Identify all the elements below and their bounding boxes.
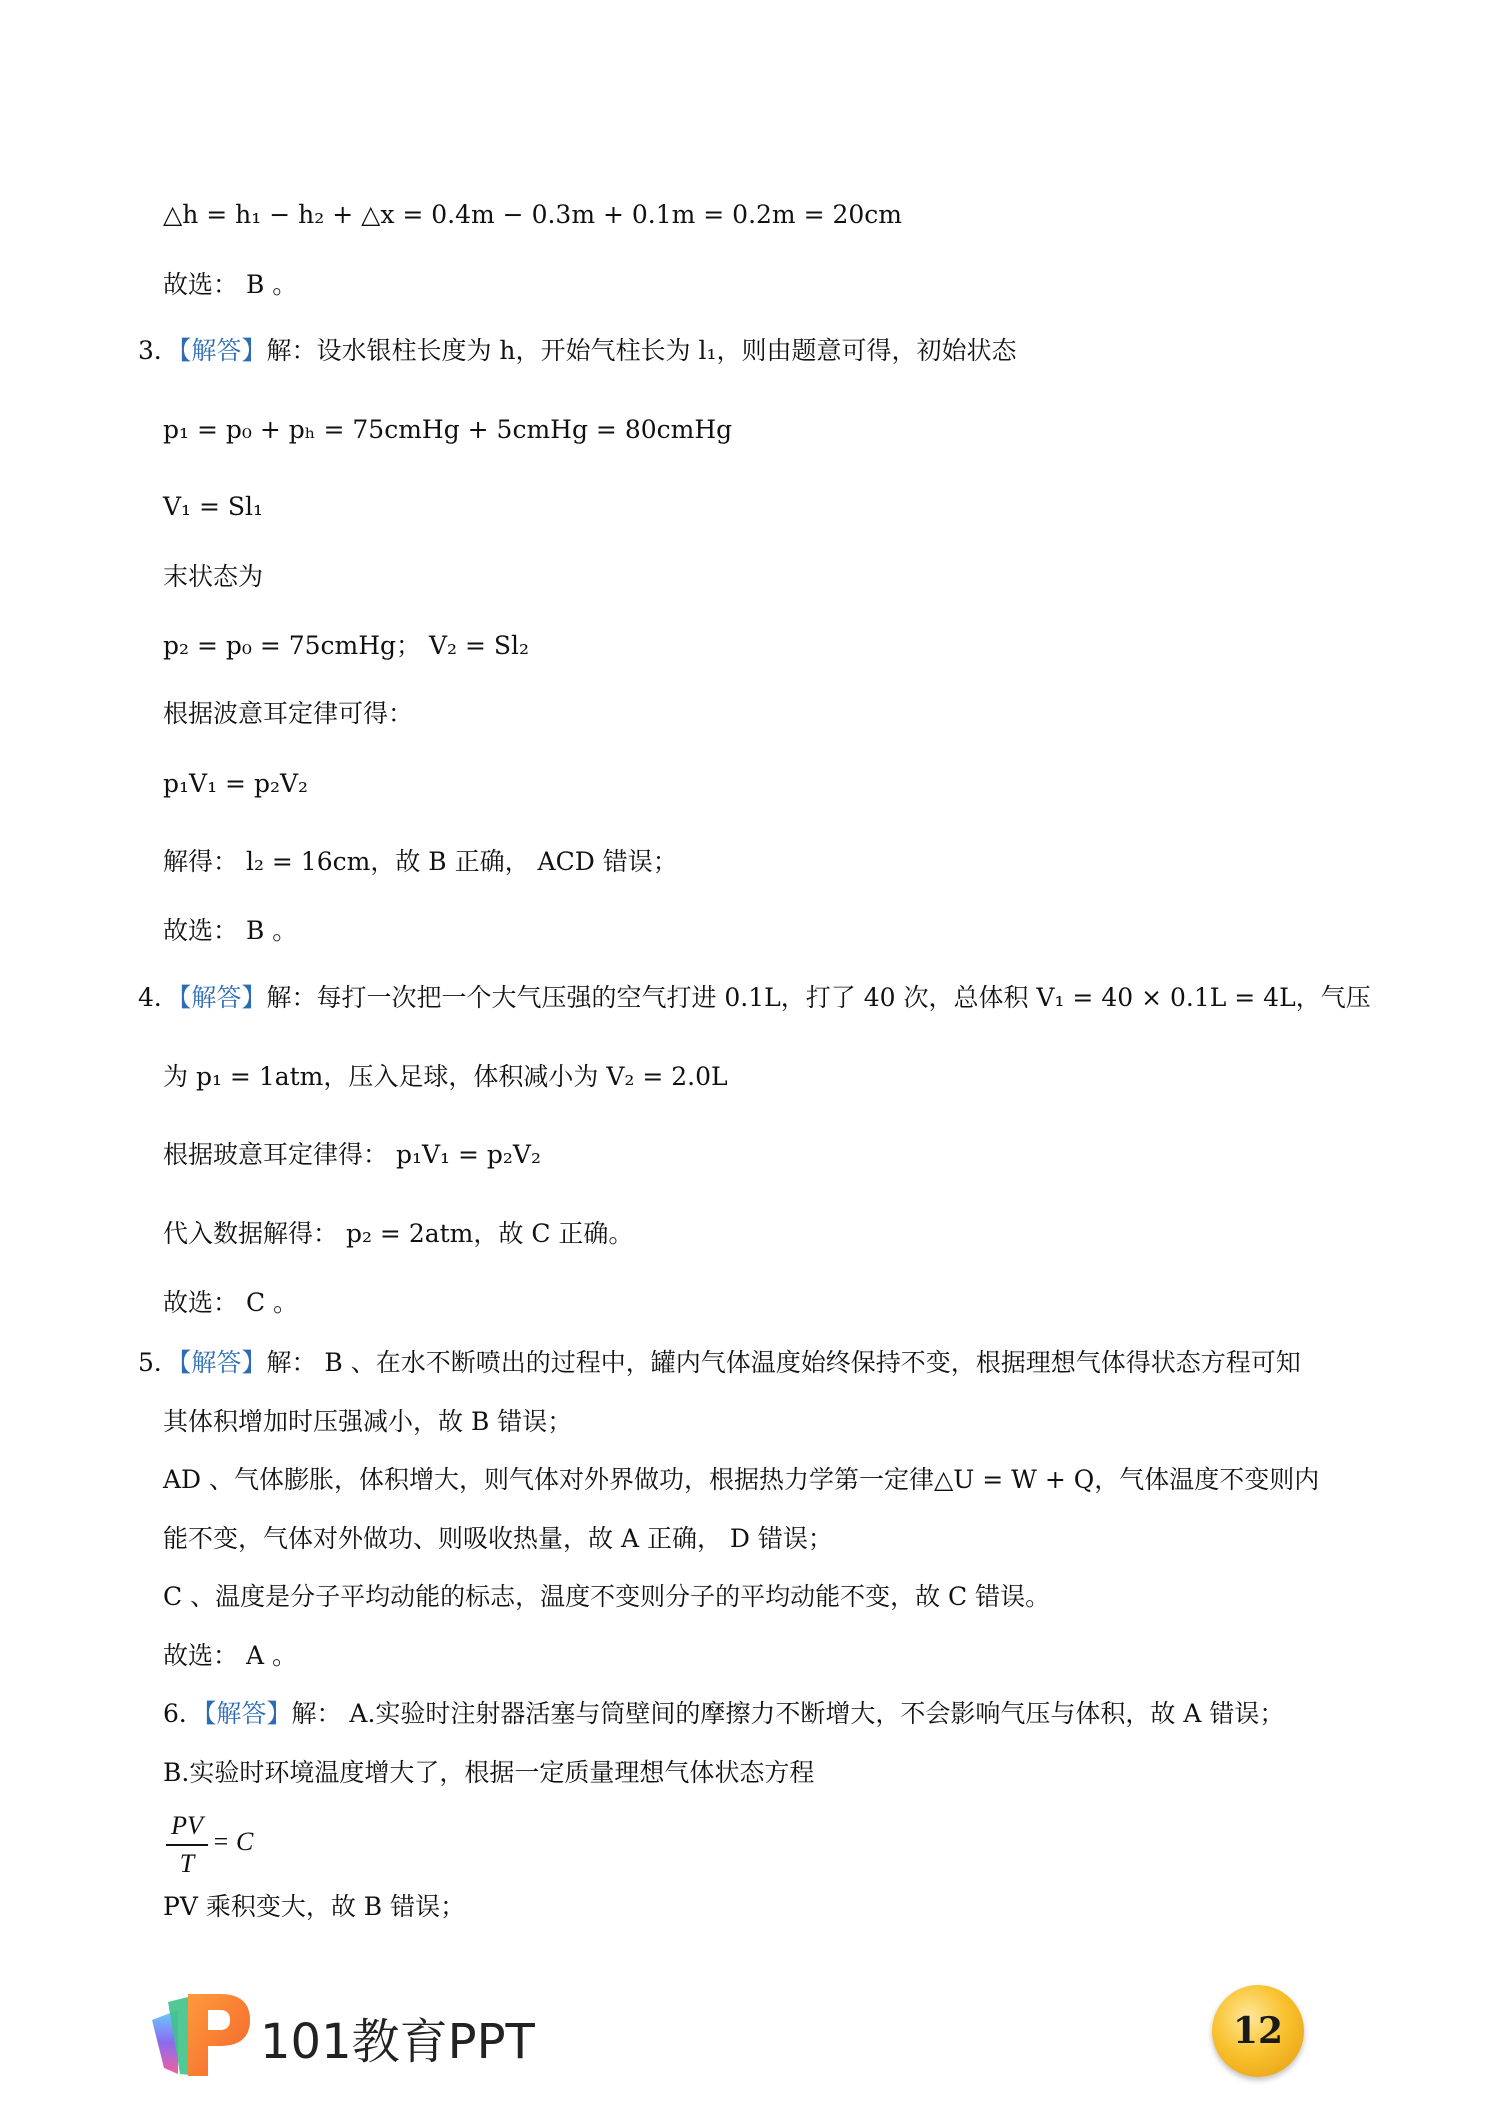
text-q5-ad-2: 能不变，气体对外做功、则吸收热量，故 A 正确， D 错误； xyxy=(163,1524,833,1553)
text-q5-b: 其体积增加时压强减小，故 B 错误； xyxy=(163,1407,573,1436)
answer-tag: 【解答】 xyxy=(178,983,267,1012)
question-text: 解： A.实验时注射器活塞与筒壁间的摩擦力不断增大，不会影响气压与体积，故 A 错误； xyxy=(291,1699,1285,1728)
brand-name: 101教育PPT xyxy=(260,2014,535,2070)
question-5-header xyxy=(138,1346,1301,1380)
question-number: 4． xyxy=(138,983,179,1012)
answer-choice: 故选： A 。 xyxy=(163,1641,297,1670)
formula-v1: V₁ = Sl₁ xyxy=(163,492,264,521)
text-final-state: 末状态为 xyxy=(163,562,264,591)
question-number: 5． xyxy=(138,1348,179,1377)
fraction-bar xyxy=(166,1844,208,1846)
question-number: 6． xyxy=(163,1699,204,1728)
formula-p1: p₁ = p₀ + pₕ = 75cmHg + 5cmHg = 80cmHg xyxy=(163,415,733,444)
question-3-header xyxy=(138,334,1016,368)
text-q5-ad: AD 、气体膨胀，体积增大，则气体对外界做功，根据热力学第一定律△U = W + Q，气体温度不变则内 xyxy=(163,1465,1320,1494)
fraction-pv-t xyxy=(163,1810,211,1880)
text-solution-2: 代入数据解得： p₂ = 2atm，故 C 正确。 xyxy=(163,1219,634,1248)
question-text: 解：设水银柱长度为 h，开始气柱长为 l₁，则由题意可得，初始状态 xyxy=(266,336,1017,365)
text-q6-b: B.实验时环境温度增大了，根据一定质量理想气体状态方程 xyxy=(163,1758,815,1787)
fraction-numerator: PV xyxy=(171,1811,203,1840)
question-text: 解： B 、在水不断喷出的过程中，罐内气体温度始终保持不变，根据理想气体得状态方程可知 xyxy=(266,1348,1301,1377)
answer-choice: 故选： C 。 xyxy=(163,1288,299,1317)
fraction-rhs: = C xyxy=(212,1827,254,1856)
text-boyle-law-2: 根据玻意耳定律得： p₁V₁ = p₂V₂ xyxy=(163,1140,541,1169)
answer-choice: 故选： B 。 xyxy=(163,270,298,299)
answer-tag: 【解答】 xyxy=(178,1348,267,1377)
question-text: 解：每打一次把一个大气压强的空气打进 0.1L，打了 40 次，总体积 V₁ = 40 × 0.1L = 4L，气压 xyxy=(266,983,1371,1012)
text-boyle-law: 根据波意耳定律可得： xyxy=(163,699,414,728)
answer-tag: 【解答】 xyxy=(203,1699,292,1728)
brand-logo xyxy=(150,1990,570,2080)
brand-logo-icon xyxy=(150,1990,570,2080)
formula-boyle: p₁V₁ = p₂V₂ xyxy=(163,769,309,798)
answer-choice: 故选： B 。 xyxy=(163,916,298,945)
page-number-badge: 12 xyxy=(1212,1985,1304,2077)
formula-delta-h: △h = h₁ − h₂ + △x = 0.4m − 0.3m + 0.1m = 0.2m = 20cm xyxy=(163,200,903,229)
text-q5-c: C 、温度是分子平均动能的标志，温度不变则分子的平均动能不变，故 C 错误。 xyxy=(163,1582,1051,1611)
text-q6-pv: PV 乘积变大，故 B 错误； xyxy=(163,1892,466,1921)
question-4-header xyxy=(138,981,1371,1015)
text-solution: 解得： l₂ = 16cm，故 B 正确， ACD 错误； xyxy=(163,847,678,876)
text-pressure: 为 p₁ = 1atm，压入足球，体积减小为 V₂ = 2.0L xyxy=(163,1062,728,1091)
fraction-denominator: T xyxy=(179,1849,195,1878)
answer-tag: 【解答】 xyxy=(178,336,267,365)
formula-p2-v2: p₂ = p₀ = 75cmHg； V₂ = Sl₂ xyxy=(163,631,530,660)
question-6-header xyxy=(163,1697,1284,1731)
question-number: 3． xyxy=(138,336,179,365)
